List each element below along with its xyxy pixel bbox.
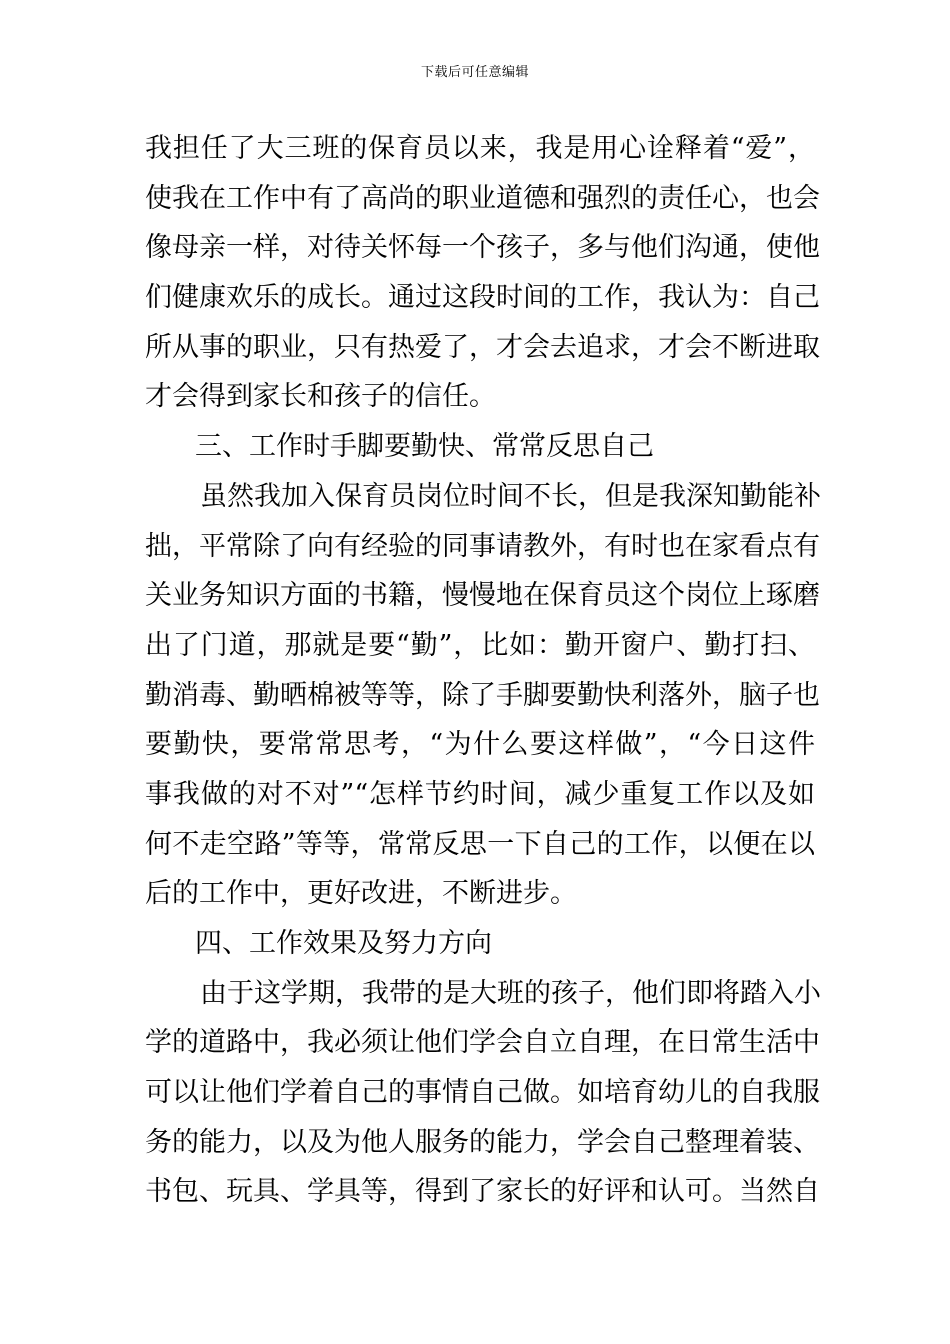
paragraph-line: 像母亲一样，对待关怀每一个孩子，多与他们沟通，使他 [145, 232, 820, 264]
section-heading: 三、工作时手脚要勤快、常常反思自己 [195, 431, 654, 463]
paragraph-line: 要勤快，要常常思考，“为什么要这样做”，“今日这件 [145, 729, 815, 761]
document-body [145, 124, 821, 1217]
paragraph-line: 才会得到家长和孩子的信任。 [145, 381, 496, 413]
paragraph-line: 务的能力，以及为他人服务的能力，学会自己整理着装、 [145, 1126, 820, 1158]
paragraph-line: 虽然我加入保育员岗位时间不长，但是我深知勤能补 [200, 480, 821, 512]
paragraph-line: 何不走空路”等等，常常反思一下自己的工作，以便在以 [145, 828, 815, 860]
paragraph-line: 们健康欢乐的成长。通过这段时间的工作，我认为：自己 [145, 282, 820, 314]
paragraph-line: 使我在工作中有了高尚的职业道德和强烈的责任心，也会 [145, 182, 820, 214]
paragraph-line: 出了门道，那就是要“勤”，比如：勤开窗户、勤打扫、 [145, 629, 815, 661]
paragraph-line: 事我做的对不对”“怎样节约时间，减少重复工作以及如 [145, 778, 815, 810]
paragraph-line: 勤消毒、勤晒棉被等等，除了手脚要勤快利落外，脑子也 [145, 679, 820, 711]
paragraph-line: 后的工作中，更好改进，不断进步。 [145, 878, 577, 910]
paragraph-line: 我担任了大三班的保育员以来，我是用心诠释着“爱”， [145, 133, 815, 164]
paragraph-line: 书包、玩具、学具等，得到了家长的好评和认可。当然自 [145, 1176, 820, 1208]
section-heading: 四、工作效果及努力方向 [195, 928, 492, 959]
page-header: 下载后可任意编辑 [420, 65, 529, 80]
paragraph-line: 拙，平常除了向有经验的同事请教外，有时也在家看点有 [145, 530, 820, 562]
paragraph-line: 可以让他们学着自己的事情自己做。如培育幼儿的自我服 [145, 1077, 820, 1109]
paragraph-line: 学的道路中，我必须让他们学会自立自理，在日常生活中 [145, 1027, 820, 1059]
paragraph-line: 关业务知识方面的书籍，慢慢地在保育员这个岗位上琢磨 [145, 580, 820, 612]
paragraph-line: 所从事的职业，只有热爱了，才会去追求，才会不断进取 [145, 331, 820, 363]
paragraph-line: 由于这学期，我带的是大班的孩子，他们即将踏入小 [200, 977, 821, 1009]
